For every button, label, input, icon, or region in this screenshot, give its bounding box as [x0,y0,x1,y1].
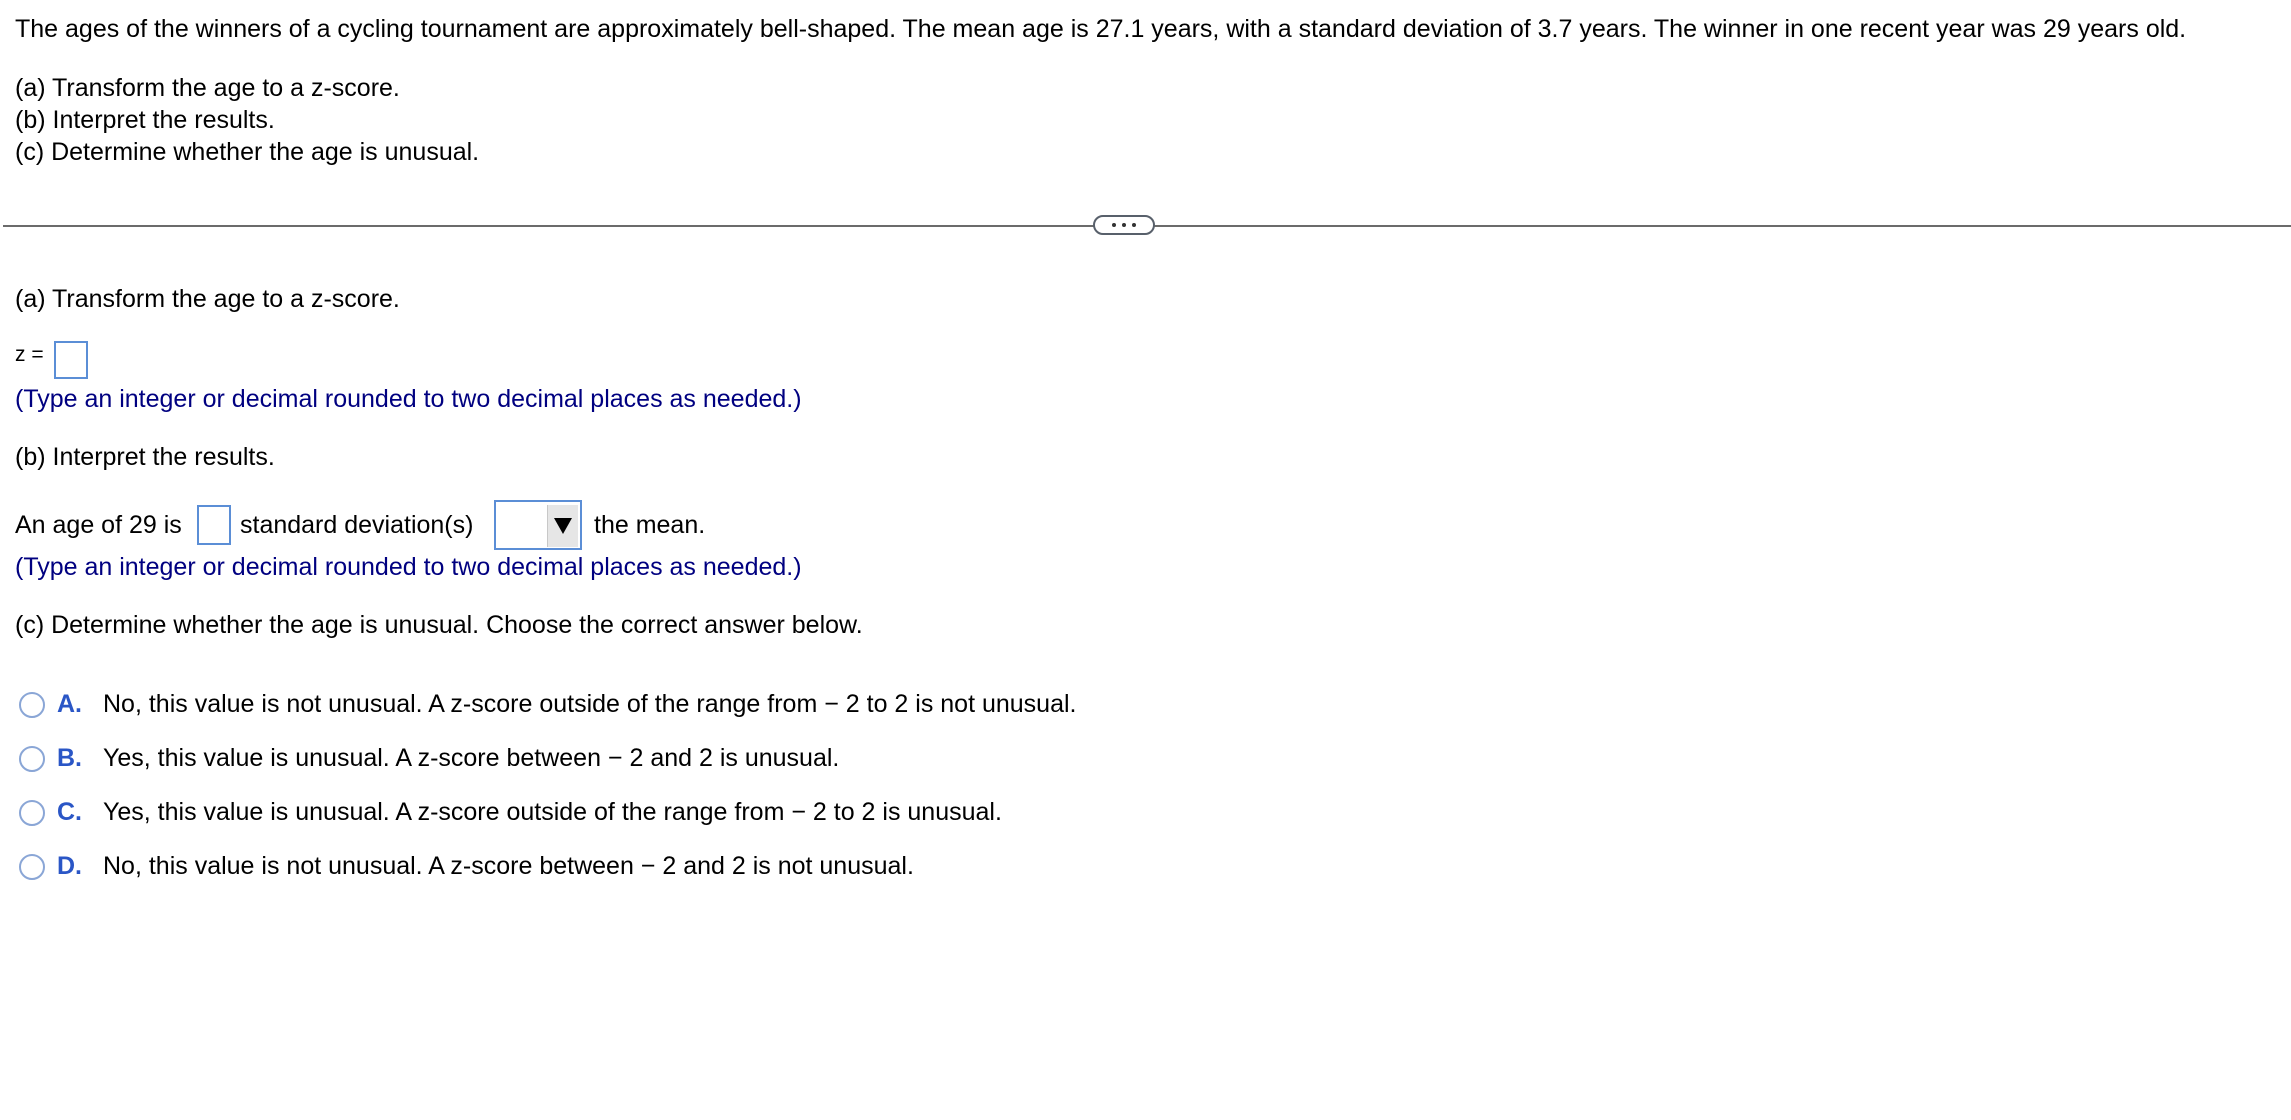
more-options-button[interactable] [1093,215,1155,235]
option-a-text: No, this value is not unusual. A z-score outside of the range from − 2 to 2 is not unusual. [103,690,1077,718]
question-stem: The ages of the winners of a cycling tournament are approximately bell-shaped. The mean age is 27.1 years, with a standard deviation of 3.7 years. The winner in one recent year was 29 years old. [15,15,2187,43]
option-d-letter: D. [57,852,82,880]
option-b-text: Yes, this value is unusual. A z-score between − 2 and 2 is unusual. [103,744,840,772]
above-below-dropdown[interactable] [494,500,582,550]
option-d-text: No, this value is not unusual. A z-score between − 2 and 2 is not unusual. [103,852,914,880]
part-b-hint: (Type an integer or decimal rounded to two decimal places as needed.) [15,553,802,581]
z-label: z = [15,343,44,366]
option-c-radio[interactable] [19,800,45,826]
ellipsis-icon [1109,223,1139,227]
part-b-middle: standard deviation(s) [240,511,474,539]
part-b-suffix: the mean. [594,511,706,539]
option-a-letter: A. [57,690,82,718]
question-part-b: (b) Interpret the results. [15,106,275,134]
question-part-a: (a) Transform the age to a z-score. [15,74,400,102]
option-c-letter: C. [57,798,82,826]
option-d-radio[interactable] [19,854,45,880]
std-dev-count-input[interactable] [197,505,231,545]
option-b-letter: B. [57,744,82,772]
part-b-prefix: An age of 29 is [15,511,182,539]
question-part-c: (c) Determine whether the age is unusual. [15,138,480,166]
part-a-hint: (Type an integer or decimal rounded to two decimal places as needed.) [15,385,802,413]
option-a-radio[interactable] [19,692,45,718]
part-c-heading: (c) Determine whether the age is unusual. Choose the correct answer below. [15,611,863,639]
part-b-heading: (b) Interpret the results. [15,443,275,471]
option-b-radio[interactable] [19,746,45,772]
z-score-input[interactable] [54,341,88,379]
option-c-text: Yes, this value is unusual. A z-score outside of the range from − 2 to 2 is unusual. [103,798,1002,826]
part-a-heading: (a) Transform the age to a z-score. [15,285,400,313]
triangle-down-icon[interactable] [547,505,578,547]
